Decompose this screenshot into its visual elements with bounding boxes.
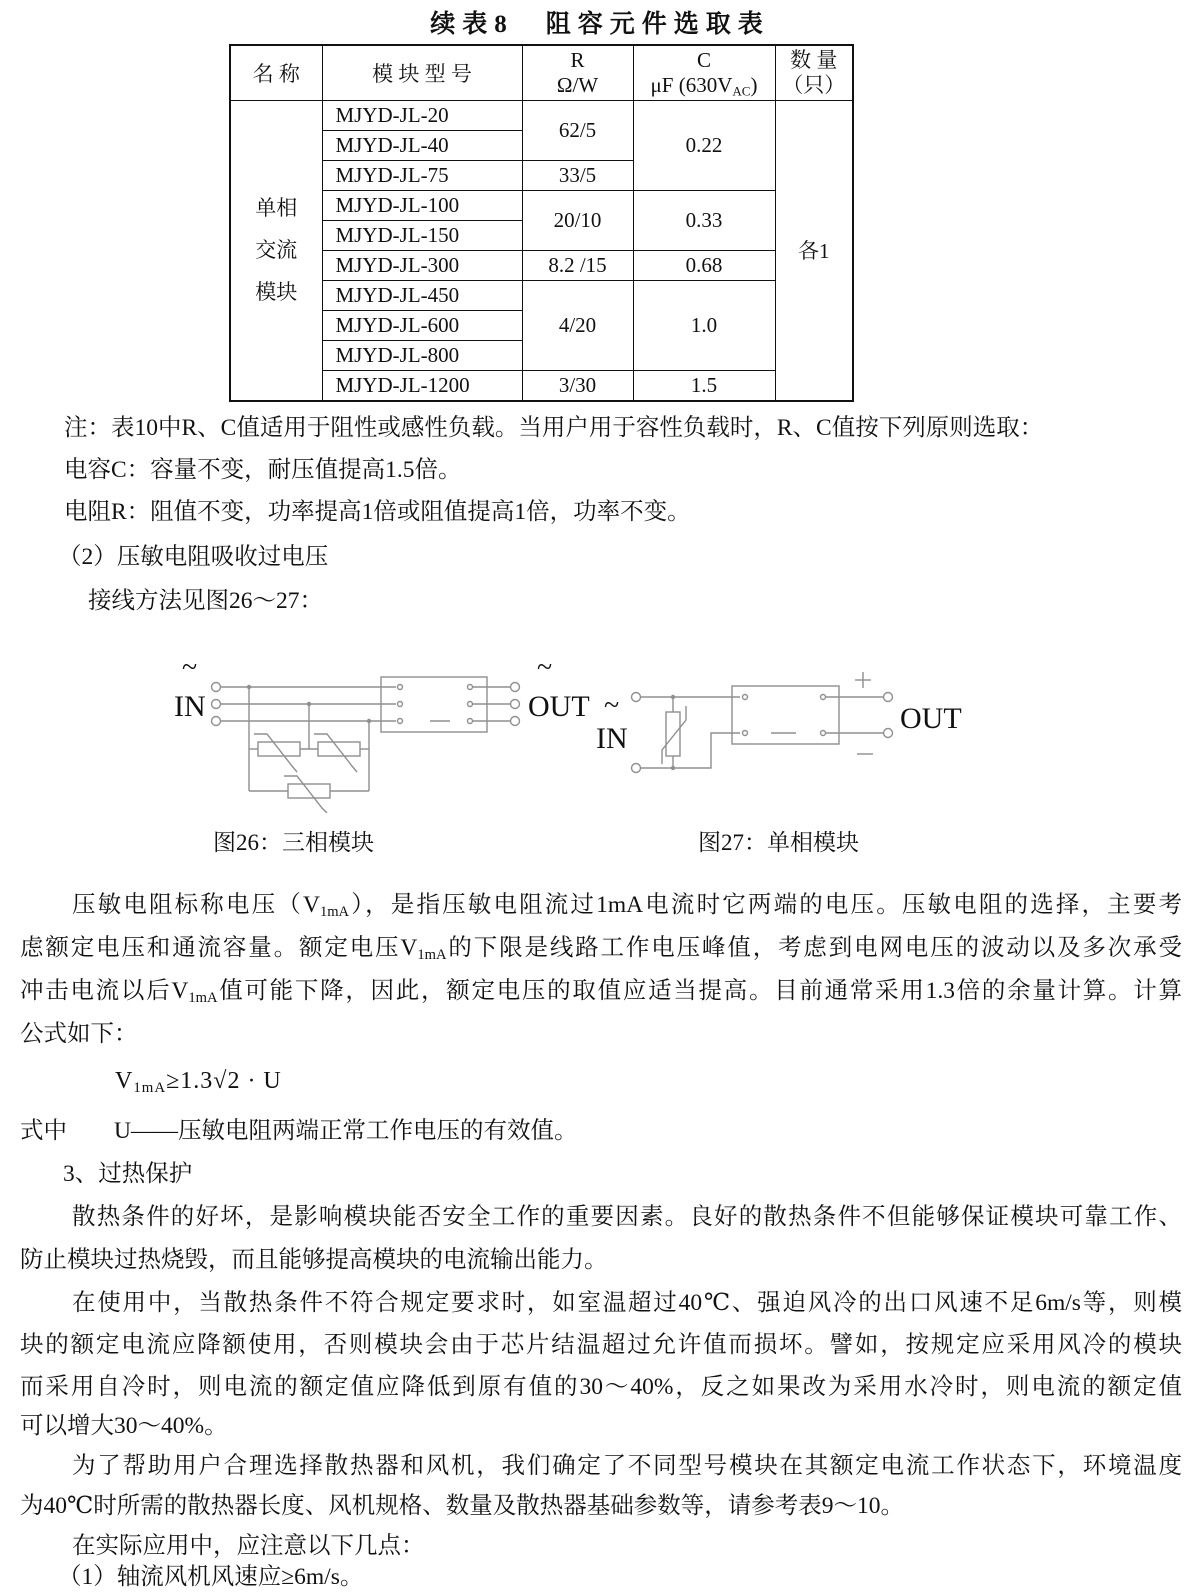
rc-selection-table bbox=[229, 44, 854, 402]
terminal-icon bbox=[511, 683, 520, 692]
paragraph-line: 压敏电阻标称电压$(V_{1mA})$，是指压敏电阻流过1mA电流时它两端的电压。压敏电阻的选择，主要考 bbox=[72, 892, 1182, 921]
paragraph-line: 在使用中，当散热条件不符合规定要求时，如室温超过40℃、强迫风冷的出口风速不足6m/s等，则模 bbox=[72, 1290, 1182, 1316]
table-row bbox=[230, 371, 853, 401]
terminal-icon bbox=[212, 717, 221, 726]
module-pin-icon bbox=[398, 719, 403, 724]
fig27-single-phase-diagram bbox=[578, 652, 973, 802]
table-header-row bbox=[230, 45, 853, 100]
section-3-heading: 3、过热保护 bbox=[63, 1161, 193, 1187]
paragraph-line: 虑额定电压和通流容量。额定电压$V_{1mA}$的下限是线路工作电压峰值，考虑到电网电压的波动以及多次承受 bbox=[20, 935, 1182, 964]
section-2-heading: （2）压敏电阻吸收过电压 bbox=[58, 544, 329, 570]
table-note-1: 注：表10中R、C值适用于阻性或感性负载。当用户用于容性负载时，R、C值按下列原则选取： bbox=[64, 415, 1044, 441]
module-pin-icon bbox=[821, 695, 826, 700]
terminal-icon bbox=[511, 717, 520, 726]
terminal-icon bbox=[632, 693, 641, 702]
fig26-three-phase-diagram bbox=[148, 648, 598, 813]
r-value-cell: 8.2 /15 bbox=[522, 250, 633, 280]
r-value-cell: 20/10 bbox=[522, 190, 633, 250]
c-value-cell: 1.0 bbox=[633, 281, 775, 371]
tilde-symbol: ~ bbox=[537, 652, 553, 683]
module-pin-icon bbox=[821, 731, 826, 736]
model-cell: MJYD-JL-75 bbox=[322, 160, 522, 190]
paragraph-line: 防止模块过热烧毁，而且能够提高模块的电流输出能力。 bbox=[20, 1247, 608, 1273]
model-cell: MJYD-JL-150 bbox=[322, 220, 522, 250]
model-cell: MJYD-JL-40 bbox=[322, 130, 522, 160]
c-value-cell: 1.5 bbox=[633, 371, 775, 401]
module-pin-icon bbox=[468, 719, 473, 724]
list-item-line: （1）轴流风机风速应≥6m/s。 bbox=[58, 1564, 364, 1590]
module-pin-icon bbox=[468, 702, 473, 707]
table-note-3: 电阻R：阻值不变，功率提高1倍或阻值提高1倍，功率不变。 bbox=[64, 499, 691, 525]
module-pin-icon bbox=[468, 685, 473, 690]
module-pin-icon bbox=[743, 695, 748, 700]
r-value-cell: 4/20 bbox=[522, 281, 633, 371]
quantity-cell: 各1 bbox=[775, 100, 853, 401]
paragraph-line: 为了帮助用户合理选择散热器和风机，我们确定了不同型号模块在其额定电流工作状态下，环境温度 bbox=[72, 1453, 1182, 1479]
model-cell: MJYD-JL-1200 bbox=[322, 371, 522, 401]
tilde-symbol: ~ bbox=[604, 690, 620, 721]
col-header-qty: 数 量 （只） bbox=[775, 45, 853, 100]
model-cell: MJYD-JL-800 bbox=[322, 341, 522, 371]
wire bbox=[641, 733, 741, 768]
terminal-icon bbox=[884, 693, 893, 702]
out-label: OUT bbox=[900, 702, 962, 735]
model-cell: MJYD-JL-450 bbox=[322, 281, 522, 311]
fig26-caption: 图26：三相模块 bbox=[213, 830, 374, 855]
table-row bbox=[230, 100, 853, 130]
paragraph-line: 为40℃时所需的散热器长度、风机规格、数量及散热器基础参数等，请参考表9～10。 bbox=[20, 1493, 905, 1519]
col-header-model: 模 块 型 号 bbox=[322, 45, 522, 100]
in-label: IN bbox=[596, 722, 628, 755]
out-label: OUT bbox=[528, 690, 590, 723]
r-value-cell: 62/5 bbox=[522, 100, 633, 160]
varistor-stroke-icon bbox=[314, 734, 357, 772]
r-value-cell: 3/30 bbox=[522, 371, 633, 401]
wiring-intro: 接线方法见图26～27： bbox=[88, 588, 323, 614]
terminal-icon bbox=[212, 683, 221, 692]
module-pin-icon bbox=[743, 731, 748, 736]
terminal-icon bbox=[212, 700, 221, 709]
table-row bbox=[230, 250, 853, 280]
c-value-cell: 0.33 bbox=[633, 190, 775, 250]
module-pin-icon bbox=[398, 702, 403, 707]
paragraph-line: 而采用自冷时，则电流的额定值应降低到原有值的30～40%，反之如果改为采用水冷时，则电流的额定值 bbox=[20, 1374, 1182, 1400]
terminal-icon bbox=[632, 764, 641, 773]
table-row bbox=[230, 190, 853, 220]
group-name-cell: 单相 交流 模块 bbox=[230, 100, 322, 401]
terminal-icon bbox=[511, 700, 520, 709]
table-title: 续表8 阻容元件选取表 bbox=[430, 11, 770, 38]
varistor-stroke-icon bbox=[254, 734, 297, 772]
model-cell: MJYD-JL-100 bbox=[322, 190, 522, 220]
paragraph-line: 在实际应用中，应注意以下几点： bbox=[72, 1533, 425, 1559]
tilde-symbol: ~ bbox=[182, 652, 198, 683]
formula-legend-line: 式中 U——压敏电阻两端正常工作电压的有效值。 bbox=[20, 1118, 578, 1144]
varistor-icon bbox=[666, 712, 680, 756]
in-label: IN bbox=[174, 690, 206, 723]
fig27-caption: 图27：单相模块 bbox=[698, 830, 859, 855]
varistor-stroke-icon bbox=[284, 776, 327, 813]
col-header-c: C μF $(630V_{AC})$ bbox=[633, 45, 775, 100]
paragraph-line: 散热条件的好坏，是影响模块能否安全工作的重要因素。良好的散热条件不但能够保证模块可靠工作、 bbox=[72, 1204, 1182, 1230]
paragraph-line: 可以增大30～40%。 bbox=[20, 1413, 228, 1439]
table-row bbox=[230, 281, 853, 311]
table-note-2: 电容C：容量不变，耐压值提高1.5倍。 bbox=[64, 457, 462, 483]
c-value-cell: 0.68 bbox=[633, 250, 775, 280]
paragraph-line: 冲击电流以后$V_{1mA}$值可能下降，因此，额定电压的取值应适当提高。目前通常采用1.3倍的余量计算。计算 bbox=[20, 978, 1182, 1007]
col-header-r: R Ω/W bbox=[522, 45, 633, 100]
formula-line: $V_{1mA}\ge 1.3√2 \cdot U$ bbox=[115, 1068, 282, 1097]
module-pin-icon bbox=[398, 685, 403, 690]
model-cell: MJYD-JL-300 bbox=[322, 250, 522, 280]
paragraph-line: 块的额定电流应降额使用，否则模块会由于芯片结温超过允许值而损坏。譬如，按规定应采用风冷的模块 bbox=[20, 1332, 1182, 1358]
model-cell: MJYD-JL-20 bbox=[322, 100, 522, 130]
model-cell: MJYD-JL-600 bbox=[322, 311, 522, 341]
r-value-cell: 33/5 bbox=[522, 160, 633, 190]
paragraph-line: 公式如下： bbox=[20, 1021, 138, 1047]
terminal-icon bbox=[884, 729, 893, 738]
col-header-name: 名 称 bbox=[230, 45, 322, 100]
c-value-cell: 0.22 bbox=[633, 100, 775, 190]
